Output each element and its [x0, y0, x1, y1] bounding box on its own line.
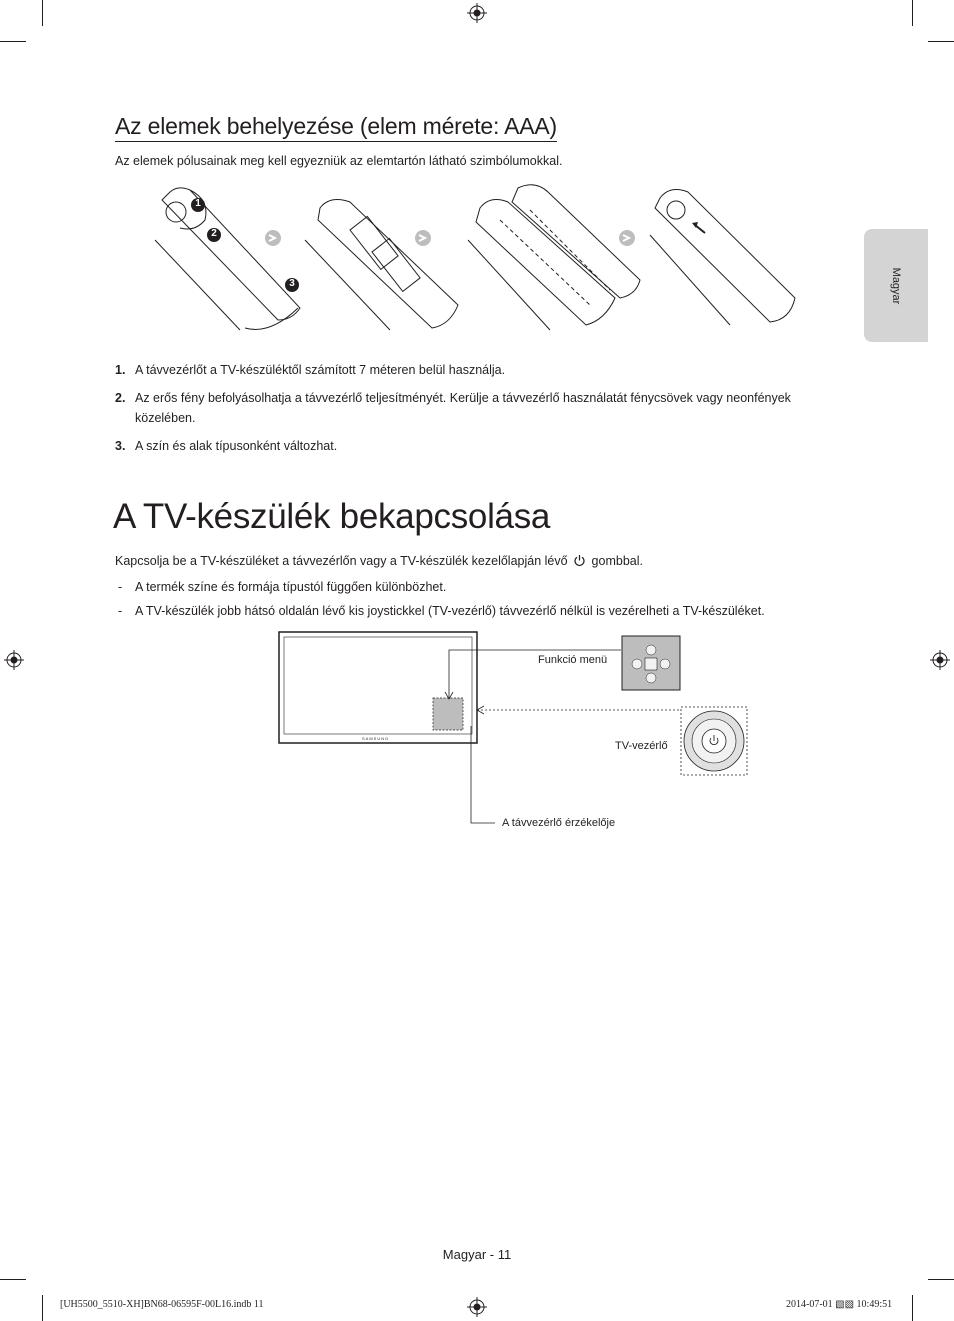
remote-step-2 [305, 200, 458, 330]
crop-mark [42, 0, 43, 26]
power-on-text-after: gombbal. [591, 554, 643, 568]
crop-mark [912, 0, 913, 26]
note-text: A termék színe és formája típustól függően különbözhet. [135, 580, 447, 594]
tv-control-diagram [275, 628, 755, 828]
section-title-power-on: A TV-készülék bekapcsolása [113, 497, 551, 536]
note-item [118, 604, 878, 618]
list-item [115, 360, 815, 380]
registration-mark-icon [467, 3, 487, 23]
language-side-tab-label: Magyar [890, 267, 902, 304]
registration-mark-icon [467, 1297, 487, 1317]
list-item [115, 388, 815, 428]
crop-mark [0, 1279, 26, 1280]
arrow-right-circle-icon [415, 230, 431, 246]
power-on-instruction [115, 554, 643, 568]
crop-mark [42, 1295, 43, 1321]
remote-sensor-label: A távvezérlő érzékelője [502, 817, 616, 829]
tv-brand-logo: SAMSUNG [362, 736, 390, 741]
remote-step-3 [468, 185, 640, 330]
print-date-info: 2014-07-01 ▧▧ 10:49:51 [786, 1299, 893, 1310]
step-marker-2-label: 2 [211, 228, 217, 239]
arrow-icon [692, 222, 705, 233]
note-dash: - [118, 580, 123, 594]
list-item-number: 2. [115, 391, 126, 405]
function-menu-panel [622, 636, 680, 690]
crop-mark [928, 1279, 954, 1280]
crop-mark [912, 1295, 913, 1321]
list-item-text: Az erős fény befolyásolhatja a távvezérlő teljesítményét. Kerülje a távvezérlő használatát fénycsövek vagy neonfények közelében. [135, 391, 791, 425]
remote-step-1 [155, 188, 300, 330]
battery-intro-text: Az elemek pólusainak meg kell egyezniük az elemtartón látható szimbólumokkal. [115, 154, 563, 168]
list-item-number: 1. [115, 363, 126, 377]
crop-mark [0, 41, 26, 42]
power-on-text-before: Kapcsolja be a TV-készüléket a távvezérlőn vagy a TV-készülék kezelőlapján lévő [115, 554, 568, 568]
function-menu-label: Funkció menü [538, 654, 608, 666]
tv-controller-joystick [681, 707, 747, 775]
note-text: A TV-készülék jobb hátsó oldalán lévő kis joystickkel (TV-vezérlő) távvezérlő nélkül is vezérelheti a TV-készüléket. [135, 604, 765, 618]
crop-mark [928, 41, 954, 42]
page-number: Magyar - 11 [442, 1247, 512, 1262]
battery-notes-list [115, 360, 815, 464]
language-side-tab [864, 229, 928, 342]
remote-step-4 [650, 190, 795, 325]
list-item-text: A távvezérlőt a TV-készüléktől számított 7 méteren belül használja. [135, 363, 506, 377]
tv-controller-label: TV-vezérlő [615, 740, 668, 752]
note-dash: - [118, 604, 123, 618]
remote-sensor-area [433, 698, 463, 730]
power-icon [573, 554, 586, 567]
arrow-right-circle-icon [265, 230, 281, 246]
section-title-batteries: Az elemek behelyezése (elem mérete: AAA) [115, 113, 557, 142]
battery-insertion-illustration [150, 180, 810, 340]
list-item-text: A szín és alak típusonként változhat. [135, 439, 338, 453]
print-file-info: [UH5500_5510-XH]BN68-06595F-00L16.indb 11 [60, 1299, 264, 1310]
step-marker-1-label: 1 [195, 198, 201, 209]
step-marker-3-label: 3 [289, 278, 295, 289]
note-item [118, 580, 878, 594]
registration-mark-icon [4, 650, 24, 670]
arrow-right-circle-icon [619, 230, 635, 246]
list-item-number: 3. [115, 439, 126, 453]
registration-mark-icon [930, 650, 950, 670]
list-item [115, 436, 815, 456]
